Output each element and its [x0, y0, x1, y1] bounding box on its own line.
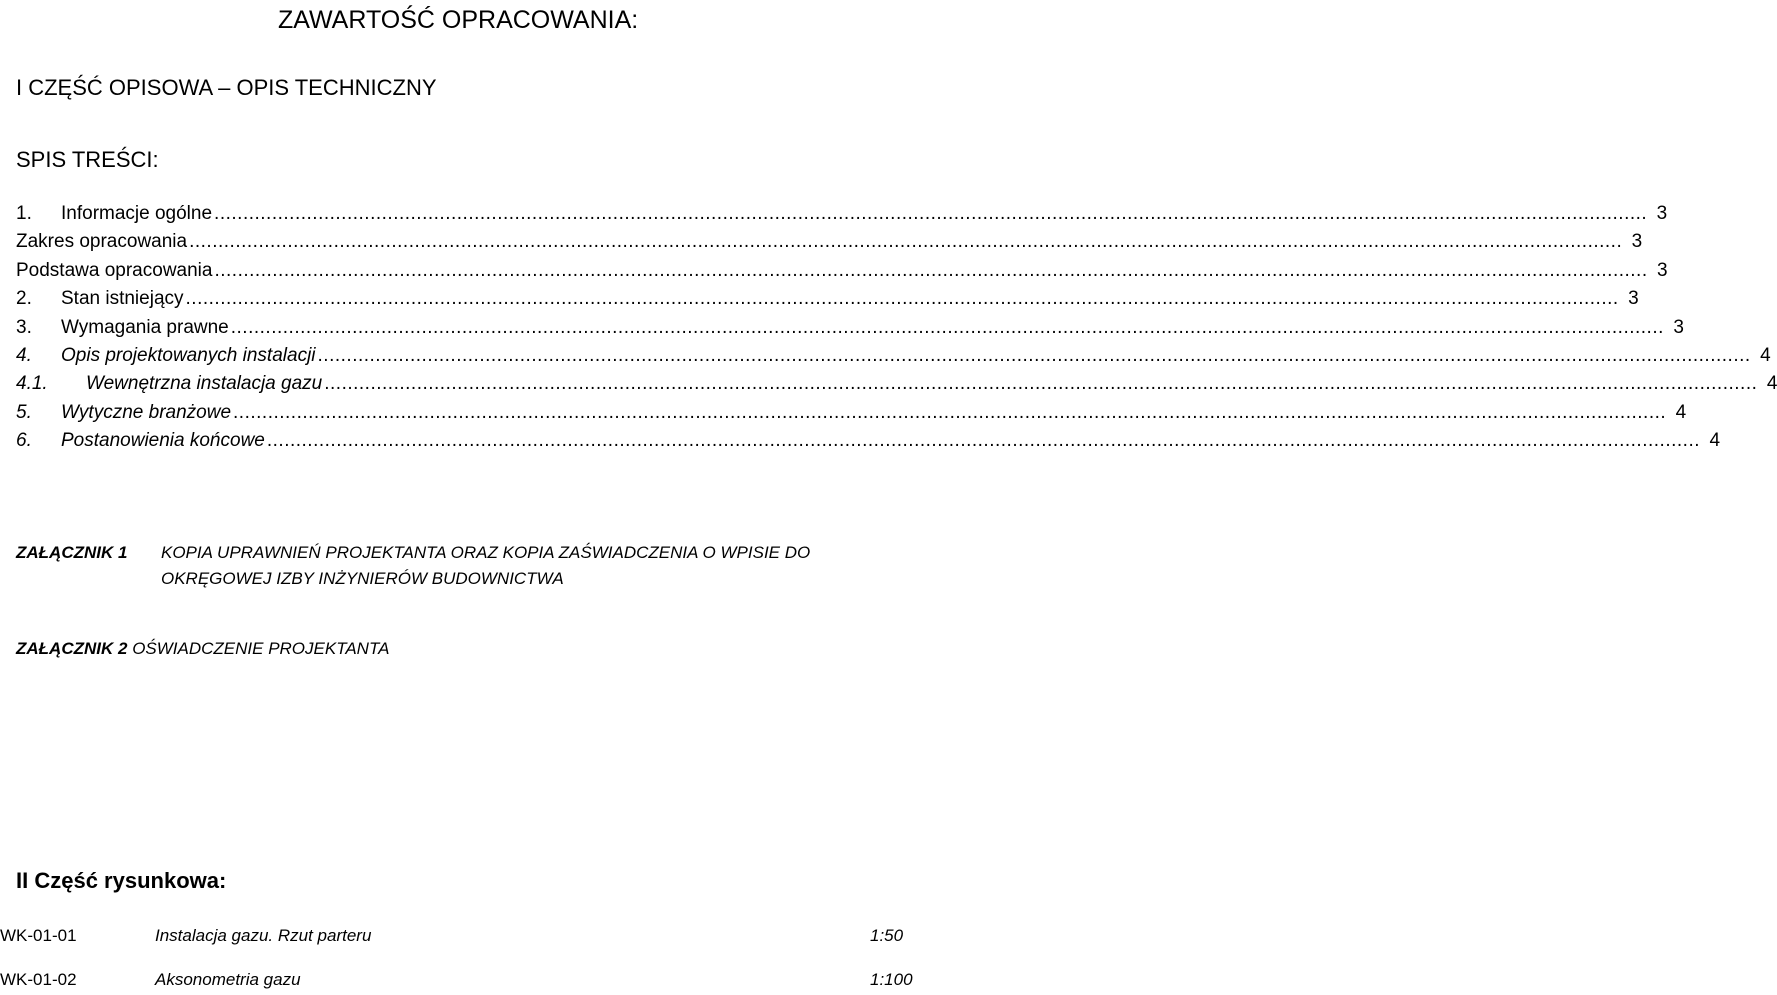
toc-entry-text: Wymagania prawne	[61, 316, 229, 338]
attachment-label: ZAŁĄCZNIK 1	[16, 543, 128, 562]
part-one-heading: I CZĘŚĆ OPISOWA – OPIS TECHNICZNY	[16, 75, 437, 100]
toc-entry-podstawa-opracowania[interactable]	[16, 257, 1668, 285]
toc-heading: SPIS TREŚCI:	[16, 147, 159, 172]
toc-entry-zakres-opracowania[interactable]	[16, 228, 1643, 256]
document-title: ZAWARTOŚĆ OPRACOWANIA:	[278, 6, 639, 34]
toc-entry-number: 1.	[16, 203, 32, 224]
attachment-description: KOPIA UPRAWNIEŃ PROJEKTANTA ORAZ KOPIA ZAŚWIADCZENIA O WPISIE DO	[161, 543, 811, 562]
toc-entry-wymagania-prawne[interactable]	[16, 314, 1684, 342]
toc-leader-dots	[214, 257, 1647, 285]
toc-leader-dots	[214, 200, 1647, 228]
toc-leader-dots	[318, 342, 1751, 370]
toc-entry-number: 2.	[16, 288, 32, 310]
toc-entry-wewnetrzna-instalacja-gazu[interactable]	[16, 370, 1777, 398]
part-two-heading: II Część rysunkowa:	[16, 868, 227, 893]
toc-entry-page: 4	[1760, 344, 1771, 366]
toc-entry-page: 3	[1657, 259, 1668, 281]
drawing-code: WK-01-02	[0, 970, 77, 989]
toc-entry-text: Opis projektowanych instalacji	[61, 344, 316, 366]
toc-entry-text: Wytyczne branżowe	[61, 401, 232, 423]
attachment-label: ZAŁĄCZNIK 2	[16, 639, 128, 658]
toc-entry-number: 3.	[16, 316, 32, 338]
drawing-title: Aksonometria gazu	[155, 970, 301, 989]
toc-entry-postanowienia-koncowe[interactable]	[16, 427, 1721, 455]
toc-leader-dots	[186, 285, 1619, 313]
toc-entry-number: 6.	[16, 430, 32, 452]
drawing-scale: 1:100	[870, 970, 913, 989]
toc-entry-number: 4.1.	[16, 373, 48, 395]
toc-entry-page: 3	[1631, 231, 1643, 253]
attachment-description: OŚWIADCZENIE PROJEKTANTA	[132, 639, 390, 658]
toc-entry-number: 5.	[16, 401, 32, 423]
attachment-1	[16, 540, 811, 588]
toc-leader-dots	[233, 399, 1666, 427]
toc-entry-wytyczne-branzowe[interactable]	[16, 399, 1687, 427]
toc-entry-page: 4	[1709, 430, 1721, 452]
toc-entry-text: Informacje ogólne	[61, 203, 213, 224]
drawing-code: WK-01-01	[0, 926, 77, 945]
toc-entry-number: 4.	[16, 344, 32, 366]
toc-entry-page: 4	[1766, 373, 1777, 395]
toc-leader-dots	[189, 228, 1622, 256]
toc-entry-opis-projektowanych-instalacji[interactable]	[16, 342, 1771, 370]
toc-entry-text: Postanowienia końcowe	[61, 430, 265, 452]
drawing-scale: 1:50	[870, 926, 904, 945]
toc-entry-informacje-ogolne[interactable]	[16, 200, 1668, 228]
toc-entry-page: 3	[1656, 203, 1668, 224]
toc-entry-text: Zakres opracowania	[16, 231, 188, 253]
toc-leader-dots	[324, 370, 1757, 398]
toc-leader-dots	[267, 427, 1700, 455]
toc-leader-dots	[231, 314, 1664, 342]
toc-entry-page: 4	[1675, 401, 1687, 423]
toc-entry-stan-istniejacy[interactable]	[16, 285, 1639, 313]
toc-entry-page: 3	[1628, 288, 1639, 310]
toc-entry-text: Podstawa opracowania	[16, 259, 213, 281]
toc-entry-text: Stan istniejący	[61, 288, 184, 310]
attachment-description-continued: OKRĘGOWEJ IZBY INŻYNIERÓW BUDOWNICTWA	[161, 569, 564, 588]
toc-entry-text: Wewnętrzna instalacja gazu	[86, 373, 323, 395]
table-of-contents	[16, 200, 1777, 456]
drawing-title: Instalacja gazu. Rzut parteru	[155, 926, 372, 945]
attachment-2	[16, 636, 389, 662]
toc-entry-page: 3	[1673, 316, 1684, 338]
